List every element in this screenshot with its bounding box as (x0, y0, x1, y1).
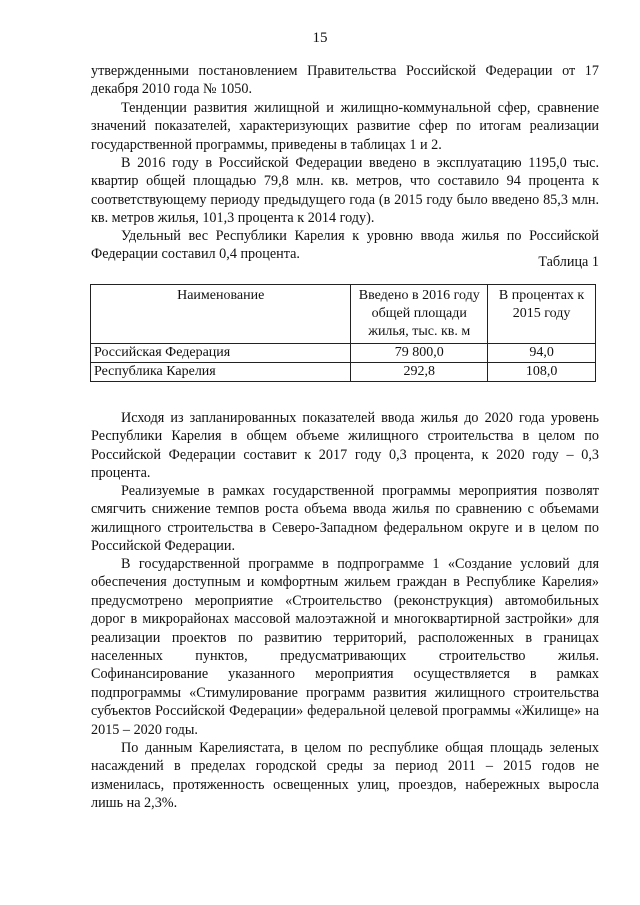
page-number: 15 (312, 30, 328, 46)
row-commissioned: 79 800,0 (351, 344, 488, 363)
table-row (91, 344, 596, 363)
paragraph-plan-2020: Исходя из запланированных показателей ввода жилья до 2020 года уровень Республики Карелия в общем объеме жилищного строительства в целом по Российской Федерации составит к 2017 году 0,3 процента, к 2020 году – 0,3 процента. (91, 410, 599, 482)
paragraph-subprogram: В государственной программе в подпрограмме 1 «Создание условий для обеспечения доступным и комфортным жильем граждан в Республике Карелия» предусмотрено мероприятие «Строительство (реконструкция) автомобильных дорог в микрорайонах массовой малоэтажной и многоквартирной застройки» для реализации проектов по развитию территорий, расположенных в границах населенных пунктов, предусматривающих строительство жилья. Софинансирование указанного мероприятия осуществляется в рамках подпрограммы «Стимулирование программ развития жилищного строительства субъектов Российской Федерации» федеральной целевой программы «Жилище» на 2015 – 2020 годы. (91, 556, 599, 738)
paragraph-2016-housing: В 2016 году в Российской Федерации введено в эксплуатацию 1195,0 тыс. квартир общей площадью 79,8 млн. кв. метров, что составило 94 процента к соответствующему периоду предыдущего года (в 2015 году было введено 85,3 млн. кв. метров жилья, 101,3 процента к 2014 году). (91, 155, 599, 227)
header-name: Наименование (91, 285, 351, 344)
row-name: Республика Карелия (91, 363, 351, 382)
header-commissioned: Введено в 2016 году общей площади жилья, тыс. кв. м (351, 285, 488, 344)
paragraph-share-karelia: Удельный вес Республики Карелия к уровню ввода жилья по Российской Федерации составил 0,4 процента. (91, 228, 599, 263)
table-header-row (91, 285, 596, 344)
row-percent: 108,0 (488, 363, 596, 382)
paragraph-continuation: утвержденными постановлением Правительства Российской Федерации от 17 декабря 2010 года № 1050. (91, 63, 599, 98)
row-percent: 94,0 (488, 344, 596, 363)
header-percent: В процентах к 2015 году (488, 285, 596, 344)
paragraph-trends: Тенденции развития жилищной и жилищно-коммунальной сфер, сравнение значений показателей, характеризующих развитие сфер по итогам реализации государственной программы, приведены в таблицах 1 и 2. (91, 100, 599, 153)
paragraph-kareliastat: По данным Карелиястата, в целом по республике общая площадь зеленых насаждений в пределах городской среды за период 2011 – 2015 годов не изменилась, протяженность освещенных улиц, проездов, набережных выросла лишь на 2,3%. (91, 740, 599, 812)
table-row (91, 363, 596, 382)
table-caption: Таблица 1 (538, 254, 599, 270)
housing-table (90, 284, 596, 382)
paragraph-measures: Реализуемые в рамках государственной программы мероприятия позволят смягчить снижение темпов роста объема ввода жилья по сравнению с объемами жилищного строительства в Северо-Западном федеральном округе и в целом по Российской Федерации. (91, 483, 599, 555)
row-name: Российская Федерация (91, 344, 351, 363)
row-commissioned: 292,8 (351, 363, 488, 382)
